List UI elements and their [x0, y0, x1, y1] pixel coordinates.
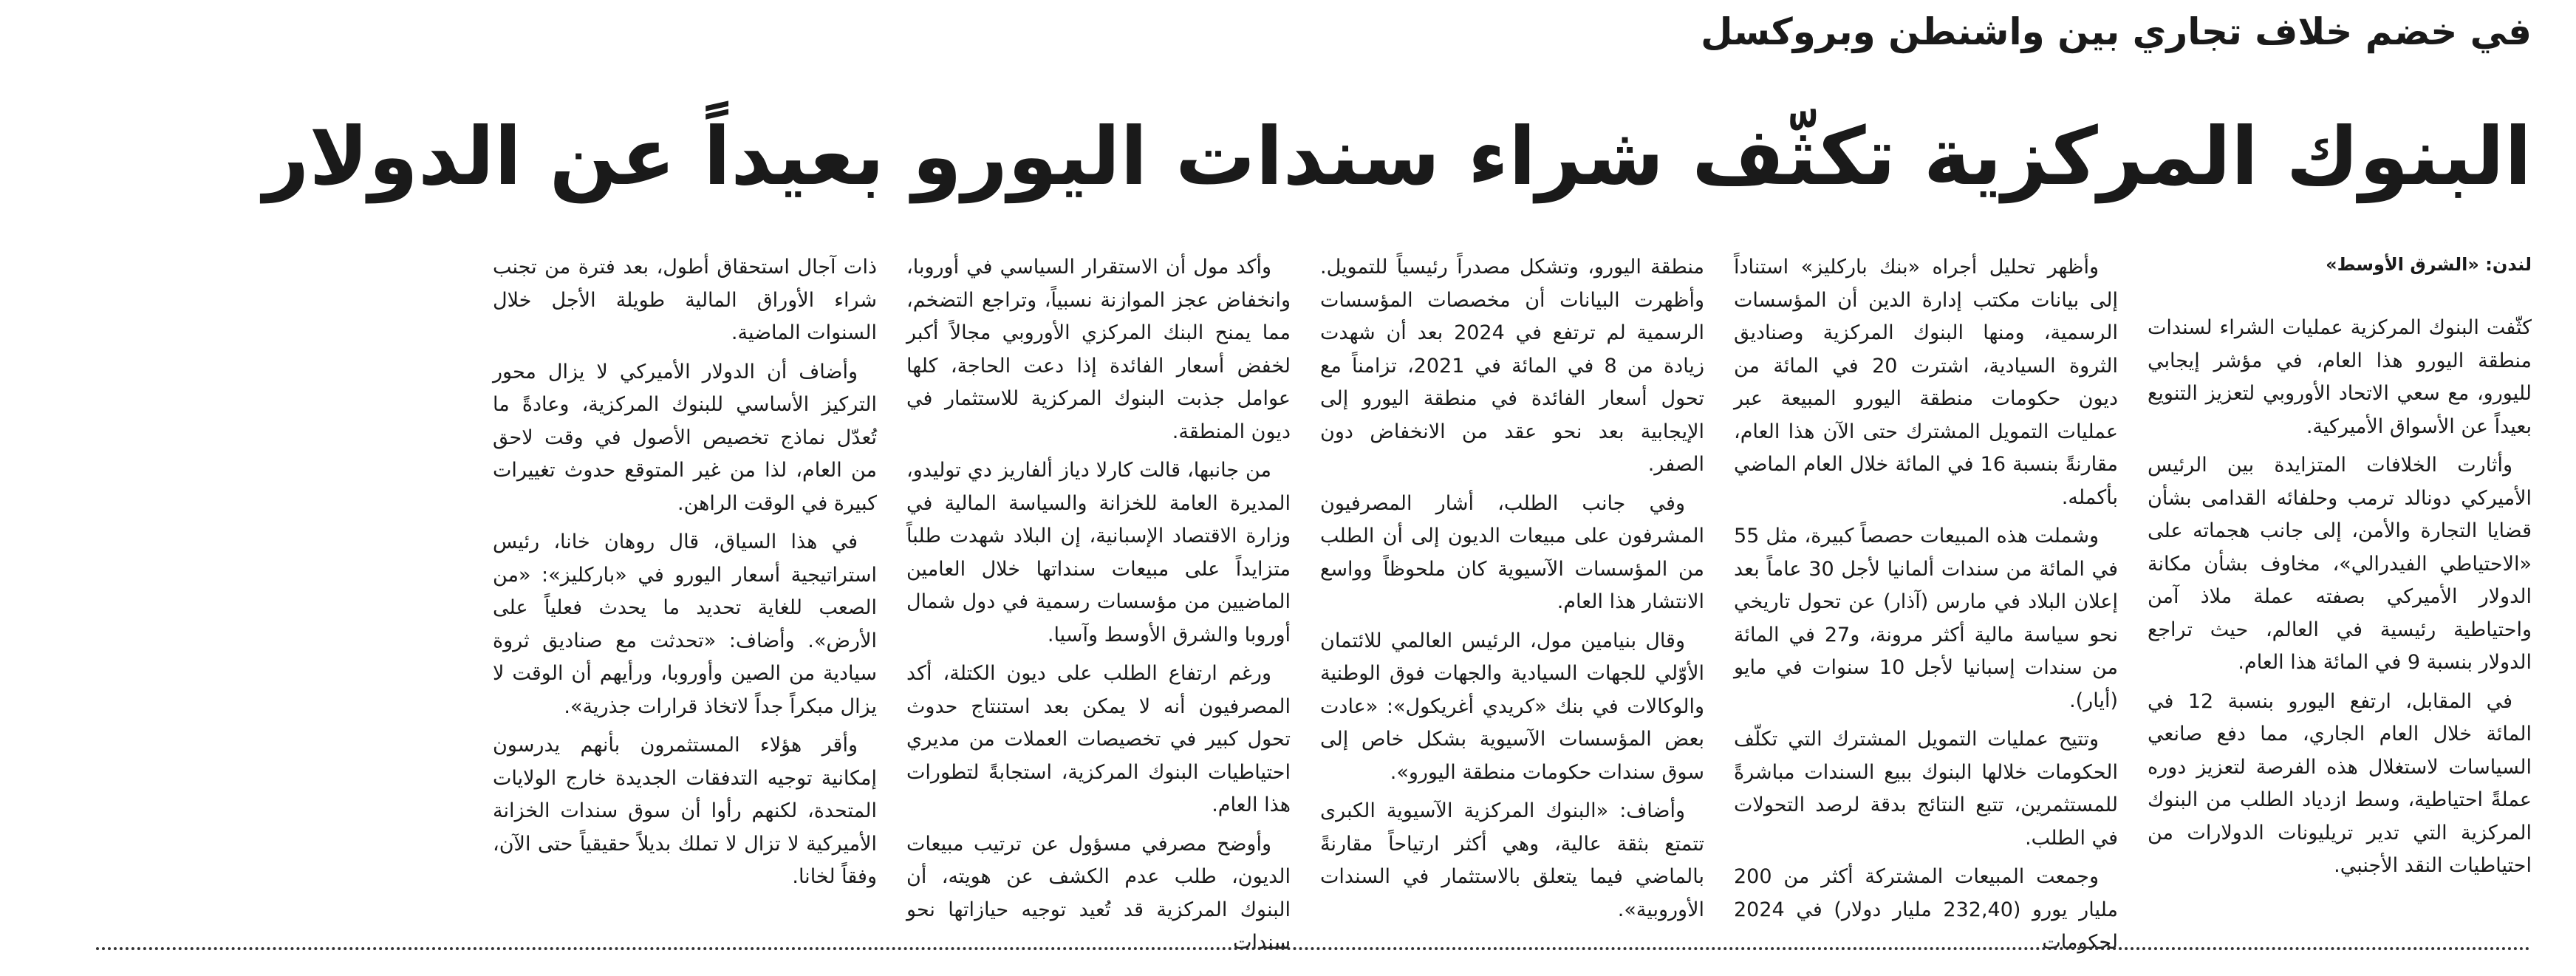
- article-paragraph: كثّفت البنوك المركزية عمليات الشراء لسندات منطقة اليورو هذا العام، في مؤشر إيجابي لليورو، مع سعي الاتحاد الأوروبي لتعزيز التنويع بعيداً عن الأسواق الأميركية.: [2148, 316, 2532, 438]
- article-paragraph: وأكد مول أن الاستقرار السياسي في أوروبا، وانخفاض عجز الموازنة نسبياً، وتراجع التضخم، مما يمنح البنك المركزي الأوروبي مجالاً أكبر لخفض أسعار الفائدة إذا دعت الحاجة، كلها عوامل جذبت البنوك المركزية للاستثمار في ديون المنطقة.: [906, 256, 1291, 443]
- article-paragraph: وأوضح مصرفي مسؤول عن ترتيب مبيعات الديون، طلب عدم الكشف عن هويته، أن البنوك المركزية قد تُعيد توجيه حيازاتها نحو سندات: [906, 832, 1291, 954]
- article-headline: البنوك المركزية تكثّف شراء سندات اليورو بعيداً عن الدولار: [263, 111, 2532, 203]
- article-paragraph: وفي جانب الطلب، أشار المصرفيون المشرفون على مبيعات الديون إلى أن الطلب من المؤسسات الآسيوية كان ملحوظاً وواسع الانتشار هذا العام.: [1320, 491, 1704, 613]
- article-paragraph: في هذا السياق، قال روهان خانا، رئيس استراتيجية أسعار اليورو في «باركليز»: «من الصعب للغاية تحديد ما يحدث فعلياً على الأرض». وأضاف: «تحدثت مع صناديق ثروة سيادية من الصين وأوروبا، ورأيهم أن الوقت لا يزال مبكراً جداً لاتخاذ قرارات جذرية».: [493, 530, 877, 718]
- article-body: [79, 251, 2532, 954]
- article-paragraph: وقال بنيامين مول، الرئيس العالمي للائتمان الأوّلي للجهات السيادية والجهات فوق الوطنية والوكالات في بنك «كريدي أغريكول»: «عادت بعض المؤسسات الآسيوية بشكل خاص إلى سوق سندات حكومات منطقة اليورو».: [1320, 629, 1704, 784]
- article-column-2: [1734, 251, 2119, 954]
- article-paragraph: وأضاف: «البنوك المركزية الآسيوية الكبرى تتمتع بثقة عالية، وهي أكثر ارتياحاً مقارنةً بالماضي فيما يتعلق بالاستثمار في السندات الأوروبية».: [1320, 799, 1704, 921]
- article-paragraph: وجمعت المبيعات المشتركة أكثر من 200 مليار يورو (232,40 مليار دولار) في 2024 لحكومات: [1734, 865, 2118, 954]
- bottom-dotted-divider: [96, 947, 2532, 950]
- article-column-3: [1320, 251, 1705, 921]
- article-column-4: [906, 251, 1291, 954]
- article-paragraph: منطقة اليورو، وتشكل مصدراً رئيسياً للتمويل. وأظهرت البيانات أن مخصصات المؤسسات الرسمية لم ترتفع في 2024 بعد أن شهدت زيادة من 8 في المائة في 2021، تزامناً مع تحول أسعار الفائدة في منطقة اليورو إلى الإيجابية بعد نحو عقد من الانخفاض دون الصفر.: [1320, 256, 1705, 476]
- article-paragraph: ورغم ارتفاع الطلب على ديون الكتلة، أكد المصرفيون أنه لا يمكن بعد استنتاج حدوث تحول كبير في تخصيصات العملات من مديري احتياطيات البنوك المركزية، استجابةً لتطورات هذا العام.: [906, 662, 1291, 816]
- article-paragraph: وأقر هؤلاء المستثمرون بأنهم يدرسون إمكانية توجيه التدفقات الجديدة خارج الولايات المتحدة، لكنهم رأوا أن سوق سندات الخزانة الأميركية لا تزال لا تملك بديلاً حقيقياً حتى الآن، وفقاً لخانا.: [493, 734, 877, 888]
- article-paragraph: وشملت هذه المبيعات حصصاً كبيرة، مثل 55 في المائة من سندات ألمانيا لأجل 30 عاماً بعد إعلان البلاد في مارس (آذار) عن تحول تاريخي نحو سياسة مالية أكثر مرونة، و27 في المائة من سندات إسبانيا لأجل 10 سنوات في مايو (أيار).: [1734, 525, 2119, 712]
- article-paragraph: في المقابل، ارتفع اليورو بنسبة 12 في المائة خلال العام الجاري، مما دفع صانعي السياسات لاستغلال هذه الفرصة لتعزيز دوره عملةً احتياطية، وسط ازدياد الطلب من البنوك المركزية التي تدير تريليونات الدولارات من احتياطيات النقد الأجنبي.: [2148, 689, 2532, 877]
- article-column-5: [493, 251, 877, 909]
- article-paragraph: وأضاف أن الدولار الأميركي لا يزال محور التركيز الأساسي للبنوك المركزية، وعادةً ما تُعدّل نماذج تخصيص الأصول في وقت لاحق من العام، لذا من غير المتوقع حدوث تغييرات كبيرة في الوقت الراهن.: [493, 360, 877, 515]
- article-paragraph: من جانبها، قالت كارلا دياز ألفاريز دي توليدو، المديرة العامة للخزانة والسياسة المالية في وزارة الاقتصاد الإسبانية، إن البلاد شهدت طلباً متزايداً على مبيعات سنداتها خلال العامين الماضيين من مؤسسات رسمية في دول شمال أوروبا والشرق الأوسط وآسيا.: [906, 459, 1291, 646]
- article-kicker: في خضم خلاف تجاري بين واشنطن وبروكسل: [1701, 10, 2532, 53]
- article-paragraph: وتتيح عمليات التمويل المشترك التي تكلّف الحكومات خلالها البنوك ببيع السندات مباشرةً للمستثمرين، تتبع النتائج بدقة لرصد التحولات في الطلب.: [1734, 728, 2118, 850]
- article-byline: لندن: «الشرق الأوسط»: [2326, 254, 2532, 275]
- article-paragraph: ذات آجال استحقاق أطول، بعد فترة من تجنب شراء الأوراق المالية طويلة الأجل خلال السنوات الماضية.: [493, 256, 877, 344]
- article-paragraph: وأثارت الخلافات المتزايدة بين الرئيس الأميركي دونالد ترمب وحلفائه القدامى بشأن قضايا التجارة والأمن، إلى جانب هجماته على «الاحتياطي الفيدرالي»، مخاوف بشأن مكانة الدولار الأميركي بصفته عملة ملاذ آمن واحتياطية رئيسية في العالم، حيث تراجع الدولار بنسبة 9 في المائة هذا العام.: [2148, 454, 2532, 674]
- article-column-1: [2148, 251, 2532, 909]
- article-paragraph: وأظهر تحليل أجراه «بنك باركليز» استناداً إلى بيانات مكتب إدارة الدين أن المؤسسات الرسمية، ومنها البنوك المركزية وصناديق الثروة السيادية، اشترت 20 في المائة من ديون حكومات منطقة اليورو المبيعة عبر عمليات التمويل المشترك حتى الآن هذا العام، مقارنةً بنسبة 16 في المائة خلال العام الماضي بأكمله.: [1734, 256, 2118, 509]
